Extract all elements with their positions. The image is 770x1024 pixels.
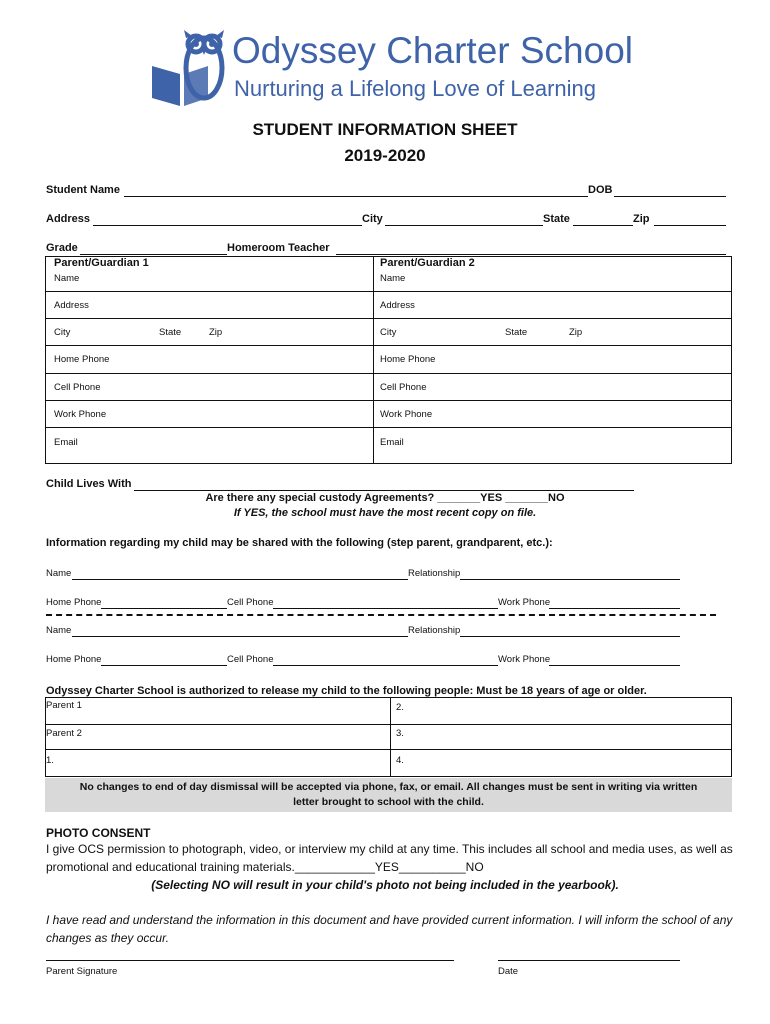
- school-name: Odyssey Charter School: [232, 30, 634, 71]
- guardian2-title: Parent/Guardian 2: [380, 257, 475, 269]
- dismissal-notice: [45, 778, 732, 812]
- custody-note: If YES, the school must have the most recent copy on file.: [233, 507, 537, 519]
- share1-relationship-label: Relationship: [408, 568, 461, 579]
- address-field[interactable]: [93, 225, 362, 226]
- grade-field[interactable]: [80, 254, 227, 255]
- dob-field[interactable]: [614, 196, 726, 197]
- share1-name-label: Name: [46, 568, 72, 579]
- page-title: STUDENT INFORMATION SHEET: [252, 120, 518, 139]
- share2-name-label: Name: [46, 625, 72, 636]
- share1-home-phone-field[interactable]: [101, 608, 227, 609]
- g2-cell-phone-field[interactable]: Cell Phone: [380, 382, 427, 393]
- g1-work-phone-field[interactable]: Work Phone: [54, 409, 107, 420]
- photo-consent-text2[interactable]: promotional and educational training materials.____________YES__________NO: [46, 860, 484, 874]
- share2-cell-phone-label: Cell Phone: [227, 654, 274, 665]
- g2-work-phone-field[interactable]: Work Phone: [380, 409, 433, 420]
- address-label: Address: [46, 213, 91, 225]
- g1-address-field[interactable]: Address: [54, 300, 89, 311]
- student-name-field[interactable]: [124, 196, 588, 197]
- g2-state-field[interactable]: State: [505, 327, 528, 338]
- share2-relationship-label: Relationship: [408, 625, 461, 636]
- zip-field[interactable]: [654, 225, 726, 226]
- g1-city-field[interactable]: City: [54, 327, 71, 338]
- release-2-field[interactable]: 2.: [396, 702, 404, 713]
- lives-with-label: Child Lives With: [46, 478, 132, 490]
- ack-text1: I have read and understand the information in this document and have provided current information. I will inform the school of any: [46, 913, 733, 927]
- release-1-field[interactable]: 1.: [46, 755, 54, 766]
- city-label: City: [362, 213, 383, 225]
- homeroom-label: Homeroom Teacher: [227, 242, 330, 254]
- share2-work-phone-field[interactable]: [549, 665, 680, 666]
- g1-name-field[interactable]: Name: [54, 273, 80, 284]
- g1-email-field[interactable]: Email: [54, 437, 78, 448]
- release-3-field[interactable]: 3.: [396, 728, 404, 739]
- g1-state-field[interactable]: State: [159, 327, 182, 338]
- lives-with-field[interactable]: [134, 490, 634, 491]
- zip-label: Zip: [633, 213, 650, 225]
- state-label: State: [543, 213, 570, 225]
- share1-relationship-field[interactable]: [460, 579, 680, 580]
- dismissal-notice-line1: No changes to end of day dismissal will be accepted via phone, fax, or email. All changes must be sent in writing via written: [79, 781, 698, 793]
- g2-home-phone-field[interactable]: Home Phone: [380, 354, 436, 365]
- share2-home-phone-field[interactable]: [101, 665, 227, 666]
- share2-home-phone-label: Home Phone: [46, 654, 102, 665]
- release-table: [45, 697, 732, 777]
- state-field[interactable]: [573, 225, 633, 226]
- share1-work-phone-label: Work Phone: [498, 597, 551, 608]
- share1-name-field[interactable]: [72, 579, 408, 580]
- school-year: 2019-2020: [344, 146, 426, 165]
- city-field[interactable]: [385, 225, 543, 226]
- sharing-heading: Information regarding my child may be shared with the following (step parent, grandparent, etc.):: [46, 537, 553, 549]
- share1-home-phone-label: Home Phone: [46, 597, 102, 608]
- parent-signature-field[interactable]: [46, 960, 454, 961]
- dashed-separator: [46, 614, 716, 616]
- custody-question: Are there any special custody Agreements? _______YES _______NO: [205, 492, 565, 504]
- student-name-label: Student Name: [46, 184, 120, 196]
- release-4-field[interactable]: 4.: [396, 755, 404, 766]
- parent-signature-label: Parent Signature: [46, 966, 118, 977]
- photo-consent-text1: I give OCS permission to photograph, video, or interview my child at any time. This includes all school and media uses, as well as: [46, 842, 733, 856]
- g2-address-field[interactable]: Address: [380, 300, 415, 311]
- share2-relationship-field[interactable]: [460, 636, 680, 637]
- school-tagline: Nurturing a Lifelong Love of Learning: [234, 76, 597, 101]
- school-logo: [148, 26, 634, 108]
- share1-cell-phone-label: Cell Phone: [227, 597, 274, 608]
- homeroom-field[interactable]: [336, 254, 726, 255]
- g2-email-field[interactable]: Email: [380, 437, 404, 448]
- share1-cell-phone-field[interactable]: [273, 608, 498, 609]
- date-field[interactable]: [498, 960, 680, 961]
- dismissal-notice-line2: letter brought to school with the child.: [293, 796, 484, 808]
- dob-label: DOB: [588, 184, 613, 196]
- g2-city-field[interactable]: City: [380, 327, 397, 338]
- g1-cell-phone-field[interactable]: Cell Phone: [54, 382, 101, 393]
- g1-zip-field[interactable]: Zip: [209, 327, 223, 338]
- date-label: Date: [498, 966, 519, 977]
- ack-text2: changes as they occur.: [46, 931, 169, 945]
- share2-name-field[interactable]: [72, 636, 408, 637]
- owl-book-icon: [148, 26, 228, 108]
- release-heading: Odyssey Charter School is authorized to release my child to the following people: Must be 18 years of age or older.: [46, 685, 647, 697]
- release-parent2-field[interactable]: Parent 2: [46, 728, 82, 739]
- grade-label: Grade: [46, 242, 78, 254]
- g2-name-field[interactable]: Name: [380, 273, 406, 284]
- g2-zip-field[interactable]: Zip: [569, 327, 583, 338]
- share1-work-phone-field[interactable]: [549, 608, 680, 609]
- guardian1-title: Parent/Guardian 1: [54, 257, 149, 269]
- photo-note: (Selecting NO will result in your child's photo not being included in the yearbook).: [151, 878, 619, 892]
- g1-home-phone-field[interactable]: Home Phone: [54, 354, 110, 365]
- photo-heading: PHOTO CONSENT: [46, 826, 151, 840]
- share2-cell-phone-field[interactable]: [273, 665, 498, 666]
- release-parent1-field[interactable]: Parent 1: [46, 700, 82, 711]
- share2-work-phone-label: Work Phone: [498, 654, 551, 665]
